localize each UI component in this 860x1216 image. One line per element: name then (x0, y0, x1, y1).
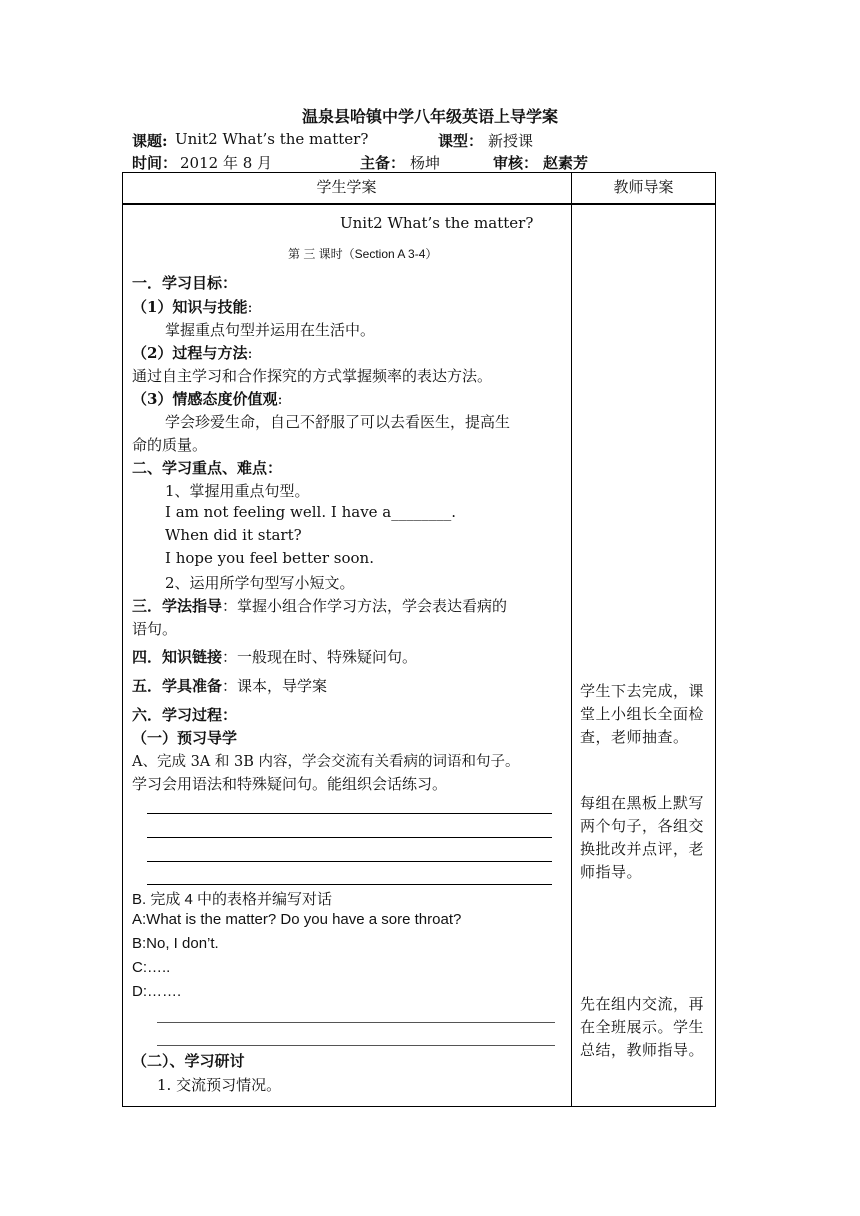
goal3-text-a: 学会珍爱生命，自己不舒服了可以去看医生，提高生 (165, 413, 511, 431)
link-text: ：一般现在时、特殊疑问句。 (222, 648, 418, 666)
task-b-text: B. 完成 4 中的表格并编写对话 (132, 891, 333, 908)
topic-value: Unit2 What’s the matter? (175, 130, 369, 148)
goal2-line (132, 342, 253, 363)
process-heading: 六．学习过程： (132, 706, 238, 724)
goal2-text: 通过自主学习和合作探究的方式掌握频率的表达方法。 (132, 367, 493, 385)
table-left-border (122, 172, 123, 1107)
goal2-colon: : (247, 344, 253, 362)
type-label: 课型： (438, 132, 484, 150)
goal2-label: （2）过程与方法 (132, 344, 248, 362)
goal3-text-b: 命的质量。 (132, 436, 208, 454)
unit-title: Unit2 What’s the matter? (340, 214, 534, 232)
goal3-line (132, 388, 283, 409)
teacher-note-1: 学生下去完成，课堂上小组长全面检查，老师抽查。 (580, 682, 705, 746)
author-value: 杨坤 (410, 154, 441, 172)
dialogue-a: A:What is the matter? Do you have a sore throat? (132, 911, 462, 928)
teacher-note-3: 先在组内交流，再在全班展示。学生总结，教师指导。 (580, 995, 705, 1059)
reviewer-label: 审核： (493, 154, 539, 172)
method-text-a: ：掌握小组合作学习方法，学会表达看病的 (222, 597, 508, 615)
goal3-colon: : (277, 390, 283, 408)
table-top-border (122, 172, 716, 173)
goal1-text: 掌握重点句型并运用在生活中。 (165, 321, 376, 339)
goal1-label: （1）知识与技能 (132, 298, 248, 316)
col-header-teacher: 教师导案 (613, 178, 674, 196)
dialogue-c: C:….. (132, 959, 171, 976)
dialogue-b: B:No, I don’t. (132, 935, 219, 952)
col-header-student: 学生学案 (316, 178, 377, 196)
goals-heading: 一．学习目标： (132, 274, 238, 292)
method-label: 三．学法指导 (132, 597, 223, 615)
table-header-border (122, 203, 716, 205)
task-a-text-a: A、完成 3A 和 3B 内容，学会交流有关看病的词语和句子。 (132, 754, 520, 770)
link-line (132, 646, 417, 667)
teacher-note-2: 每组在黑板上默写两个句子，各组交换批改并点评，老师指导。 (580, 794, 705, 881)
author-label: 主备： (360, 154, 406, 172)
type-value: 新授课 (488, 132, 534, 150)
method-line (132, 595, 507, 616)
goal1-line (132, 296, 253, 317)
period-label: 第 三 课时（Section A 3-4） (288, 247, 438, 261)
table-bottom-border (122, 1106, 716, 1107)
answer-line-2 (147, 837, 552, 838)
keypoint-1: 1、掌握用重点句型。 (165, 482, 310, 500)
goal3-label: （3）情感态度价值观 (132, 390, 278, 408)
answer-line-1 (147, 813, 552, 814)
answer-line-4 (147, 884, 552, 885)
document-title: 温泉县哈镇中学八年级英语上导学案 (301, 107, 558, 126)
reviewer-value: 赵素芳 (543, 154, 589, 172)
table-right-border (715, 172, 716, 1107)
dialogue-d: D:……. (132, 983, 182, 1000)
link-label: 四．知识链接 (132, 648, 223, 666)
study-item-1: 1. 交流预习情况。 (157, 1076, 282, 1094)
dialogue-line-1 (157, 1022, 555, 1023)
keypoints-heading: 二、学习重点、难点： (132, 459, 283, 477)
dialogue-line-2 (157, 1045, 555, 1046)
goal1-colon: : (247, 298, 253, 316)
task-a-text-b: 学习会用语法和特殊疑问句。能组织会话练习。 (132, 775, 448, 793)
key-sentence-2: When did it start? (165, 526, 302, 544)
prep-line (132, 675, 327, 696)
key-sentence-1: I am not feeling well. I have a________. (165, 503, 457, 521)
time-label: 时间： (132, 154, 178, 172)
method-text-b: 语句。 (132, 620, 178, 638)
preview-heading: （一）预习导学 (132, 729, 238, 747)
topic-label: 课题: (132, 132, 168, 150)
keypoint-2: 2、运用所学句型写小短文。 (165, 574, 355, 592)
key-sentence-3: I hope you feel better soon. (165, 549, 374, 567)
prep-label: 五．学具准备 (132, 677, 223, 695)
table-divider (571, 172, 572, 1107)
study-heading: （二）、学习研讨 (132, 1052, 245, 1070)
answer-line-3 (147, 861, 552, 862)
time-value: 2012 年 8 月 (180, 154, 273, 172)
prep-text: ：课本，导学案 (222, 677, 328, 695)
